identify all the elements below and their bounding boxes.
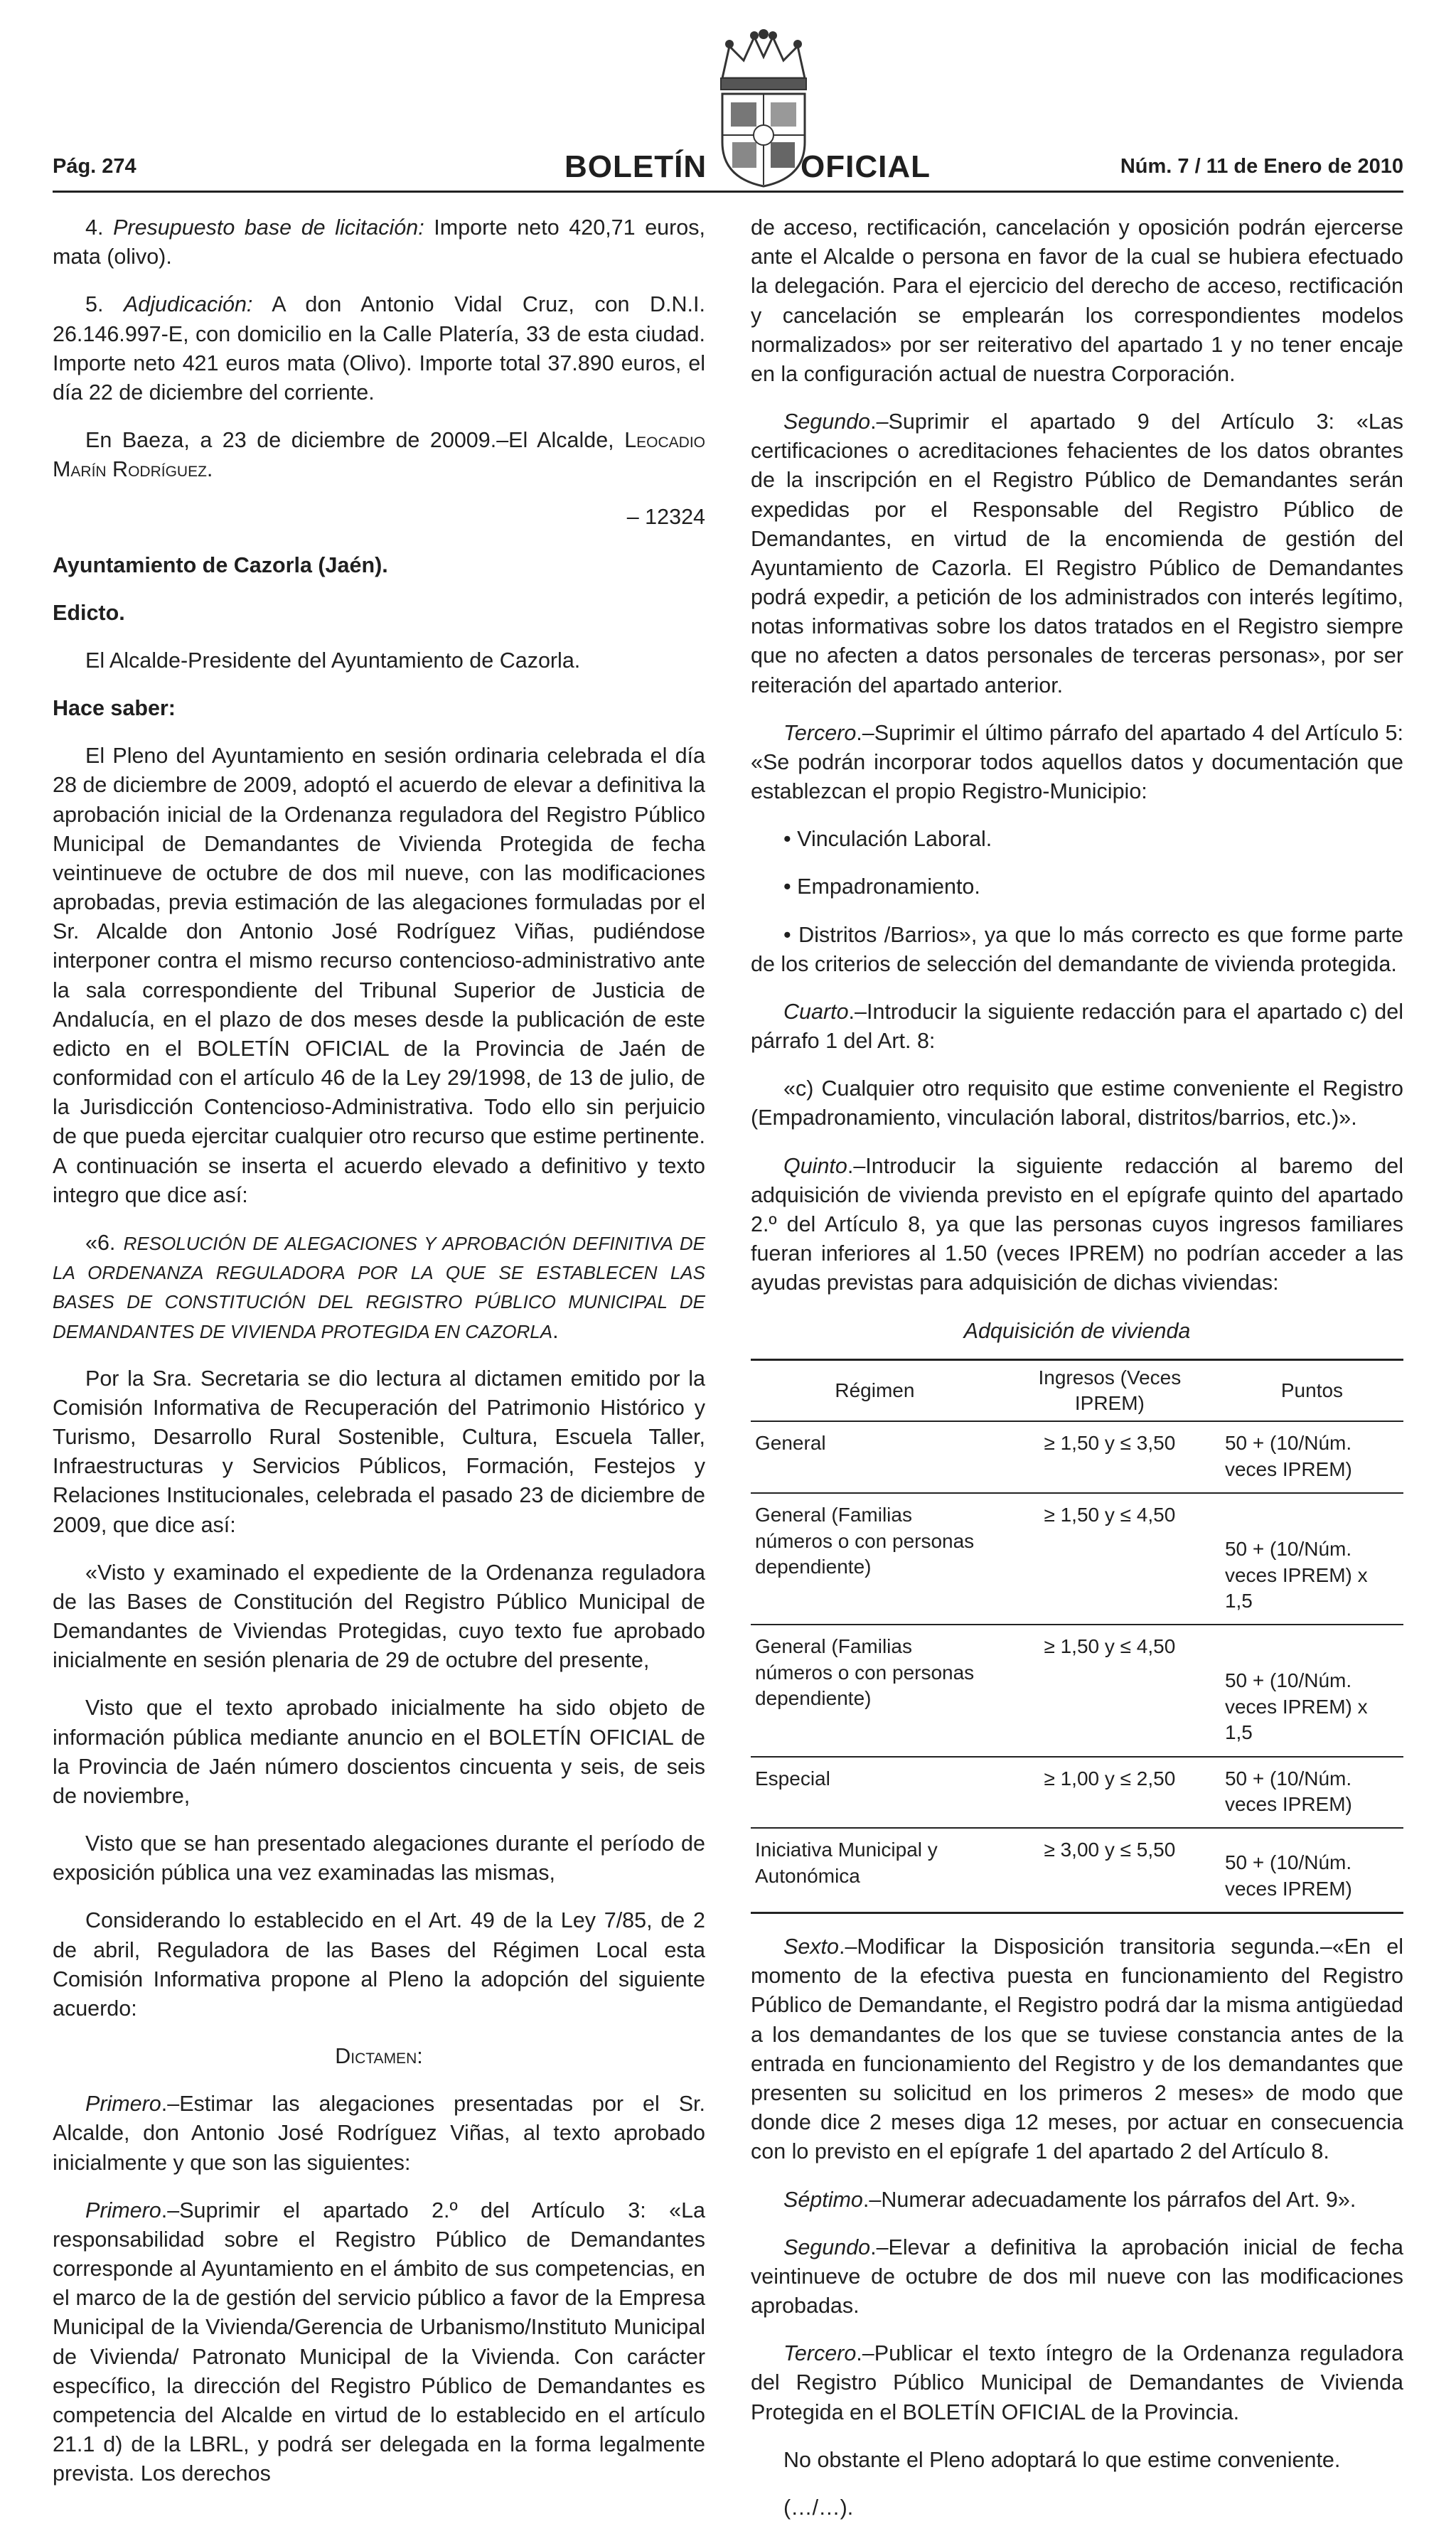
signature-text: En Baeza, a 23 de diciembre de 20009.–El Alcalde, bbox=[85, 428, 625, 453]
table-caption: Adquisición de vivienda bbox=[963, 1318, 1191, 1343]
table-cell: ≥ 1,50 y ≤ 4,50 bbox=[999, 1493, 1221, 1625]
resolution-text: RESOLUCIÓN DE ALEGACIONES Y APROBACIÓN DEFINITIVA DE LA ORDENANZA REGULADORA POR LA QUE SE ESTABLECEN LAS BASES DE CONSTITUCIÓN DEL REGISTRO PÚBLICO MUNICIPAL DE DEMANDANTES DE VIVIENDA PROTEGIDA EN CAZORLA bbox=[53, 1232, 706, 1342]
item-label: Segundo bbox=[783, 2235, 871, 2259]
paragraph-segundo bbox=[751, 407, 1403, 700]
paragraph-considerando: Considerando lo establecido en el Art. 49 de la Ley 7/85, de 2 de abril, Reguladora de las Bases del Régimen Local esta Comisión Informativa propone al Pleno la adopción del siguiente acuerdo: bbox=[53, 1908, 705, 2021]
table-row bbox=[751, 1421, 1403, 1493]
item-text: .–Modificar la Disposición transitoria segunda.–«En el momento de la efectiva puesta en funcionamiento del Registro Público de Demandante, el Registro podrá dar la misma antigüedad a los demandantes de los que se tuviese constancia antes de la entrada en funcionamiento del Registro y de los demandantes que presenten su solicitud en los primeros 2 meses» de modo que donde dice 2 meses diga 12 meses, por actuar en consecuencia con lo previsto en el epígrafe 1 del apartado 2 del Artículo 8. bbox=[751, 1935, 1403, 2164]
paragraph-visto-1: «Visto y examinado el expediente de la Ordenanza reguladora de las Bases de Constitución del Registro Público Municipal de Demandantes de Viviendas Protegidas, cuyo texto fue aprobado inicialmente en sesión plenaria de 29 de octubre del presente, bbox=[53, 1560, 705, 1673]
gazette-title-right: OFICIAL bbox=[801, 149, 931, 184]
table-cell: ≥ 1,00 y ≤ 2,50 bbox=[999, 1757, 1221, 1829]
paragraph-adjudication bbox=[53, 290, 705, 407]
table-row bbox=[751, 1757, 1403, 1829]
punctuation: . bbox=[206, 457, 213, 482]
bullet-list bbox=[751, 825, 1403, 902]
item-number: 5. bbox=[85, 292, 124, 317]
item-text: .–Suprimir el último párrafo del apartado 4 del Artículo 5: «Se podrán incorporar todos aquellos datos y documentación que establezcan el propio Registro-Municipio: bbox=[751, 720, 1403, 804]
paragraph-tercero bbox=[751, 719, 1403, 807]
item-label: Adjudicación: bbox=[123, 292, 253, 317]
item-text: .–Introducir la siguiente redacción para el apartado c) del párrafo 1 del Art. 8: bbox=[751, 999, 1403, 1054]
right-column bbox=[751, 213, 1403, 2541]
issue-number-date: Núm. 7 / 11 de Enero de 2010 bbox=[1120, 155, 1403, 178]
table-cell: 50 + (10/Núm. veces IPREM) bbox=[1221, 1828, 1403, 1913]
table-cell: General (Familias números o con personas dependiente) bbox=[751, 1493, 999, 1625]
paragraph-visto-2: Visto que el texto aprobado inicialmente ha sido objeto de información pública mediante anuncio en el BOLETÍN OFICIAL de la Provincia de Jaén número doscientos cincuenta y seis, de seis de noviembre, bbox=[53, 1696, 705, 1808]
signatory-name: Leocadio Marín Rodríguez bbox=[53, 428, 705, 482]
list-item: • Vinculación Laboral. bbox=[783, 827, 992, 852]
paragraph-pleno: El Pleno del Ayuntamiento en sesión ordinaria celebrada el día 28 de diciembre de 2009, adoptó el acuerdo de elevar a definitiva la aprobación inicial de la Ordenanza reguladora del Registro Público Municipal de Demandantes de Vivienda Protegida de fecha veintinueve de octubre de dos mil nueve, con las modificaciones aprobadas, previa estimación de las alegaciones formuladas por el Sr. Alcalde don Antonio José Rodríguez Viñas, pudiéndose interponer contra el mismo recurso contencioso-administrativo ante la sala correspondiente del Tribunal Superior de Justicia de Andalucía, en el plazo de dos meses desde la publicación de este edicto en el BOLETÍN OFICIAL de la Provincia de Jaén de conformidad con el artículo 46 de la Ley 29/1998, de 13 de julio, de la Jurisdicción Contencioso-Administrativa. Todo ello sin perjuicio de que pueda ejercitar cualquier otro recurso que estime pertinente. A continuación se inserta el acuerdo elevado a definitivo y texto integro que dice así: bbox=[53, 744, 705, 1207]
page-number: Pág. 274 bbox=[53, 155, 136, 178]
table-cell: 50 + (10/Núm. veces IPREM) bbox=[1221, 1757, 1403, 1829]
table-cell: ≥ 1,50 y ≤ 4,50 bbox=[999, 1625, 1221, 1756]
table-cell: ≥ 3,00 y ≤ 5,50 bbox=[999, 1828, 1221, 1913]
paragraph-cuarto-quote: «c) Cualquier otro requisito que estime conveniente el Registro (Empadronamiento, vinculación laboral, distritos/barrios, etc.)». bbox=[751, 1076, 1403, 1130]
paragraph-secretaria: Por la Sra. Secretaria se dio lectura al dictamen emitido por la Comisión Informativa de Recuperación del Patrimonio Histórico y Turismo, Desarrollo Rural Sostenible, Cultura, Escuela Taller, Infraestructuras y Servicios Públicos, Formación, Festejos y Relaciones Institucionales, celebrada el pasado 23 de diciembre de 2009, que dice así: bbox=[53, 1366, 705, 1537]
section-heading-edicto: Edicto. bbox=[53, 600, 125, 625]
paragraph-budget bbox=[53, 213, 705, 272]
item-label: Sexto bbox=[783, 1935, 839, 1959]
item-label: Segundo bbox=[783, 410, 871, 434]
table-cell: 50 + (10/Núm. veces IPREM) x 1,5 bbox=[1221, 1493, 1403, 1625]
punctuation: . bbox=[552, 1318, 559, 1343]
item-text: .–Estimar las alegaciones presentadas por el Sr. Alcalde, don Antonio José Rodríguez Viñas, al texto aprobado inicialmente y que son las siguientes: bbox=[53, 2092, 705, 2175]
paragraph-septimo bbox=[751, 2186, 1403, 2215]
item-label: Cuarto bbox=[783, 999, 849, 1024]
item-label: Tercero bbox=[783, 720, 857, 745]
item-label: Primero bbox=[85, 2092, 161, 2117]
section-heading-org: Ayuntamiento de Cazorla (Jaén). bbox=[53, 552, 388, 577]
item-text: Importe neto 420,71 euros, mata (olivo). bbox=[53, 215, 705, 269]
paragraph-quinto bbox=[751, 1152, 1403, 1298]
table-row bbox=[751, 1493, 1403, 1625]
table-header-cell: Puntos bbox=[1221, 1359, 1403, 1421]
page-header bbox=[53, 28, 1403, 192]
table-row bbox=[751, 1828, 1403, 1913]
table-cell: General bbox=[751, 1421, 999, 1493]
signature-paragraph bbox=[53, 426, 705, 484]
item-text: .–Elevar a definitiva la aprobación inicial de fecha veintinueve de octubre de dos mil nueve con las modificaciones aprobadas. bbox=[751, 2235, 1403, 2318]
alcalde-line: El Alcalde-Presidente del Ayuntamiento de Cazorla. bbox=[85, 648, 581, 673]
hace-saber-heading: Hace saber: bbox=[53, 696, 176, 721]
item-label: Presupuesto base de licitación: bbox=[113, 215, 424, 240]
list-item: • Empadronamiento. bbox=[783, 874, 980, 899]
table-cell: 50 + (10/Núm. veces IPREM) bbox=[1221, 1421, 1403, 1493]
paragraph-no-obstante: No obstante el Pleno adoptará lo que estime conveniente. bbox=[783, 2447, 1341, 2472]
paragraph-cuarto bbox=[751, 997, 1403, 1056]
resolution-number: «6. bbox=[85, 1230, 124, 1255]
table-cell: 50 + (10/Núm. veces IPREM) x 1,5 bbox=[1221, 1625, 1403, 1756]
left-column bbox=[53, 213, 705, 2508]
item-label: Séptimo bbox=[783, 2187, 863, 2212]
paragraph-primero-1 bbox=[53, 2090, 705, 2178]
item-text: .–Suprimir el apartado 2.º del Artículo 3: «La responsabilidad sobre el Registro Público de Demandantes corresponde al Ayuntamiento en el ámbito de sus competencias, en el marco de la de gestión del servicio público a favor de la Empresa Municipal de la Vivienda/Gerencia de Urbanismo/Instituto Municipal de Vivienda/ Patronato Municipal de la Vivienda. Con carácter específico, la dirección del Registro Público de Demandantes es competencia del Alcalde en virtud de lo establecido en el artículo 21.1 d) de la LBRL, y podrá ser delegada en la forma legalmente prevista. Los derechos bbox=[53, 2198, 705, 2486]
item-label: Quinto bbox=[783, 1153, 847, 1178]
ellipsis: (…/…). bbox=[783, 2495, 854, 2520]
table-header-row bbox=[751, 1359, 1403, 1421]
list-item-distritos: • Distritos /Barrios», ya que lo más correcto es que forme parte de los criterios de selección del demandante de vivienda protegida. bbox=[751, 922, 1403, 976]
item-text: .–Numerar adecuadamente los párrafos del Art. 9». bbox=[862, 2187, 1356, 2212]
item-text: .–Publicar el texto íntegro de la Ordenanza reguladora del Registro Público Municipal de Demandantes de Vivienda Protegida en el BOLETÍN OFICIAL de la Provincia. bbox=[751, 2341, 1403, 2424]
gazette-title-left: BOLETÍN bbox=[564, 149, 707, 184]
reference-number: – 12324 bbox=[626, 505, 705, 530]
table-cell: General (Familias números o con personas dependiente) bbox=[751, 1625, 999, 1756]
dictamen-heading: Dictamen: bbox=[335, 2044, 423, 2069]
paragraph-segundo-2 bbox=[751, 2233, 1403, 2321]
paragraph-tercero-2 bbox=[751, 2339, 1403, 2427]
item-label: Tercero bbox=[783, 2341, 857, 2366]
table-cell: Especial bbox=[751, 1757, 999, 1829]
table-row bbox=[751, 1625, 1403, 1756]
paragraph-sexto bbox=[751, 1932, 1403, 2166]
table-cell: Iniciativa Municipal y Autonómica bbox=[751, 1828, 999, 1913]
item-text: .–Introducir la siguiente redacción al baremo del adquisición de vivienda previsto en el epígrafe quinto del apartado 2.º del Artículo 8, ya que las personas cuyos ingresos familiares fueran inferiores al 1.50 (veces IPREM) no podrían acceder a las ayudas previstas para adquisición de dichas viviendas: bbox=[751, 1153, 1403, 1295]
item-number: 4. bbox=[85, 215, 114, 240]
item-label: Primero bbox=[85, 2198, 161, 2222]
resolution-title bbox=[53, 1229, 705, 1346]
item-text: .–Suprimir el apartado 9 del Artículo 3: «Las certificaciones o acreditaciones fehacientes de los datos obrantes de la inscripción en el Registro Público de Demandantes serán expedidas por el Responsable del Registro Público de Demandantes, en virtud de la encomienda de gestión del Ayuntamiento de Cazorla. El Registro Público de Demandantes podrá expedir, a petición de los administrados con interés legítimo, notas informativas sobre los datos tratados en el Registro siempre que no afecten a datos personales de terceras personas», por ser reiteración del apartado anterior. bbox=[751, 410, 1403, 697]
scoring-table bbox=[751, 1359, 1403, 1914]
table-cell: ≥ 1,50 y ≤ 3,50 bbox=[999, 1421, 1221, 1493]
table-header-cell: Ingresos (Veces IPREM) bbox=[999, 1359, 1221, 1421]
item-text: A don Antonio Vidal Cruz, con D.N.I. 26.146.997-E, con domicilio en la Calle Platería, 33 de esta ciudad. Importe neto 421 euros mata (Olivo). Importe total 37.890 euros, el día 22 de diciembre del corriente. bbox=[53, 292, 705, 405]
header-rule bbox=[53, 191, 1403, 193]
paragraph-visto-3: Visto que se han presentado alegaciones durante el período de exposición pública una vez examinadas las mismas, bbox=[53, 1831, 705, 1885]
paragraph-continuation: de acceso, rectificación, cancelación y oposición podrán ejercerse ante el Alcalde o persona en favor de la cual se hubiera efectuado la delegación. Para el ejercicio del derecho de acceso, rectificación y cancelación se emplearán los correspondientes modelos normalizados» por ser reiterativo del apartado 1 y no tener encaje en la configuración actual de nuestra Corporación. bbox=[751, 215, 1403, 386]
table-header-cell: Régimen bbox=[751, 1359, 999, 1421]
paragraph-primero-2 bbox=[53, 2196, 705, 2489]
